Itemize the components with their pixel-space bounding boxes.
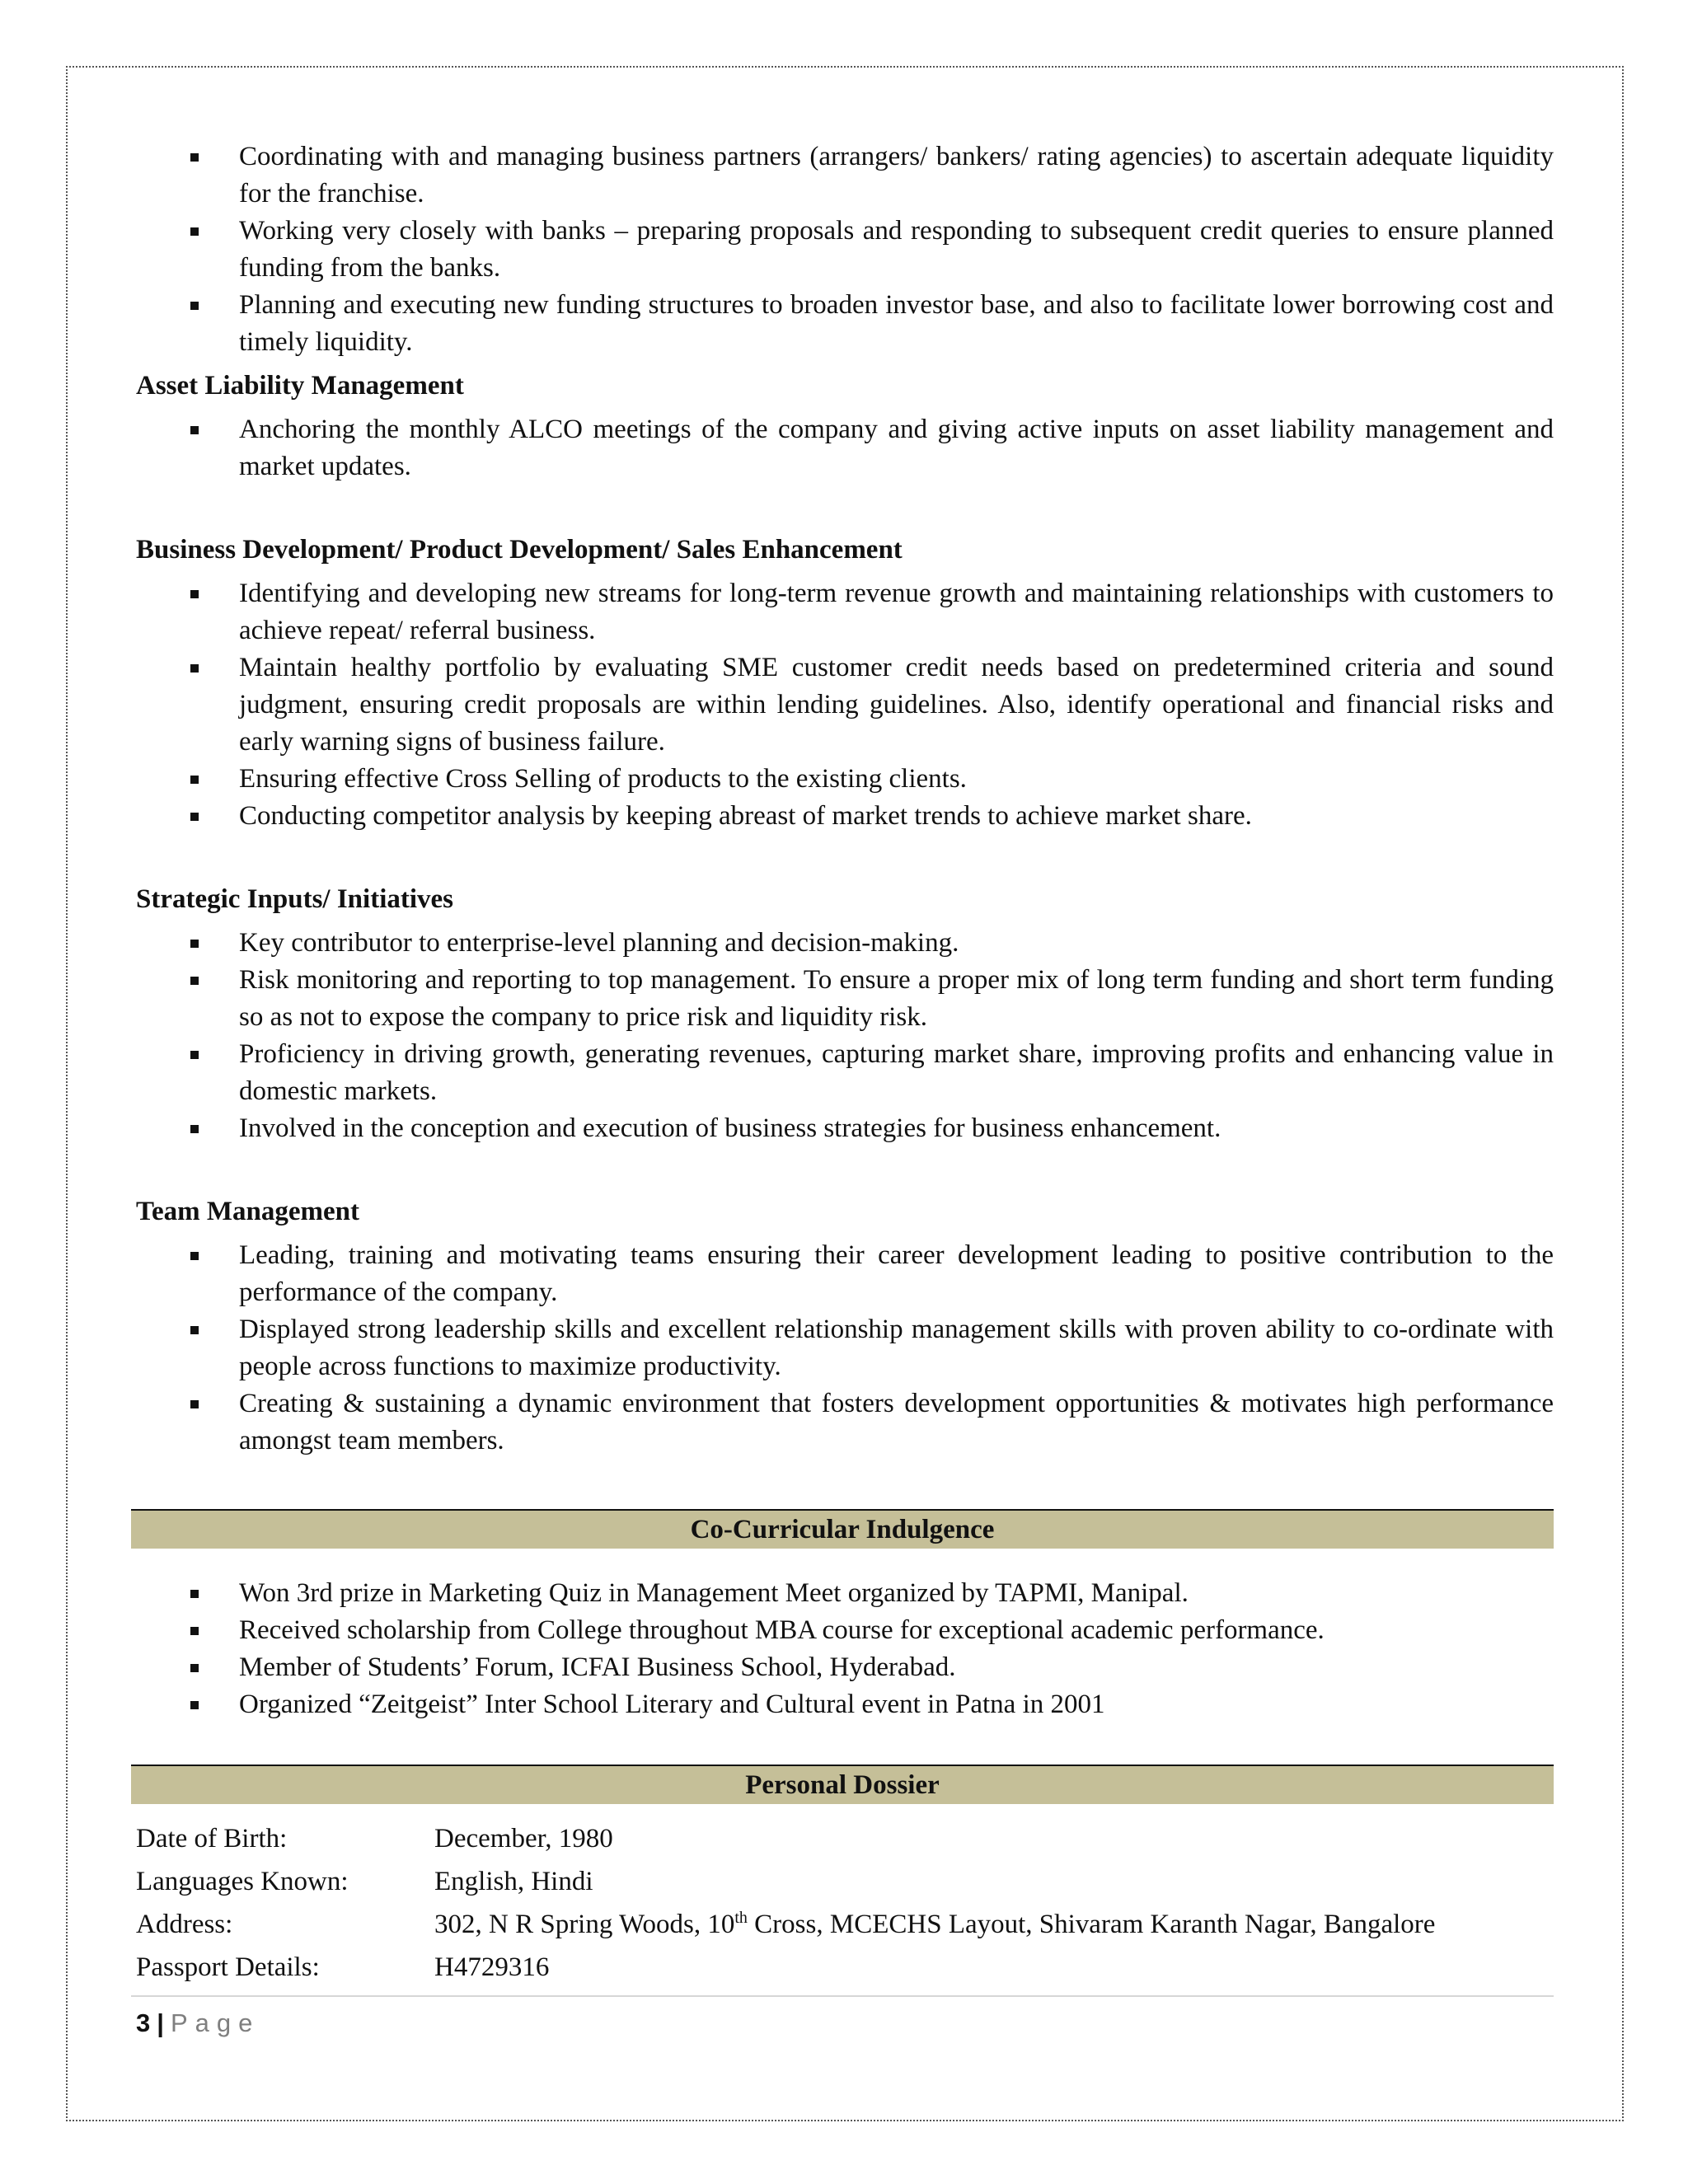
- dossier-row-languages: [136, 1860, 1554, 1903]
- list-item: Conducting competitor analysis by keeping abreast of market trends to achieve market share.: [136, 798, 1554, 835]
- list-item: Organized “Zeitgeist” Inter School Literary and Cultural event in Patna in 2001: [136, 1686, 1554, 1723]
- list-item: Identifying and developing new streams for long-term revenue growth and maintaining relationships with customers to achieve repeat/ referral business.: [136, 575, 1554, 649]
- passport-label: Passport Details:: [136, 1952, 320, 1982]
- list-item: Received scholarship from College throughout MBA course for exceptional academic performance.: [136, 1612, 1554, 1649]
- list-item: Anchoring the monthly ALCO meetings of the company and giving active inputs on asset liability management and market updates.: [136, 411, 1554, 485]
- list-item: Leading, training and motivating teams ensuring their career development leading to positive contribution to the performance of the company.: [136, 1237, 1554, 1311]
- section-heading-team: Team Management: [136, 1197, 359, 1226]
- dossier-row-passport: [136, 1946, 1554, 1989]
- dob-value: December, 1980: [434, 1824, 613, 1854]
- footer-divider: [131, 1995, 1554, 1997]
- list-item: Ensuring effective Cross Selling of products to the existing clients.: [136, 761, 1554, 798]
- alm-list: [136, 411, 1554, 485]
- page-number: 3: [136, 2008, 151, 2037]
- list-item: Planning and executing new funding structures to broaden investor base, and also to facilitate lower borrowing cost and timely liquidity.: [136, 287, 1554, 361]
- address-label: Address:: [136, 1910, 233, 1939]
- list-item: Risk monitoring and reporting to top management. To ensure a proper mix of long term funding and short term funding so as not to expose the company to price risk and liquidity risk.: [136, 962, 1554, 1036]
- address-ordinal-suffix: th: [734, 1909, 748, 1927]
- list-item: Won 3rd prize in Marketing Quiz in Management Meet organized by TAPMI, Manipal.: [136, 1575, 1554, 1612]
- funding-list: [136, 138, 1554, 361]
- page-footer: [136, 2007, 1554, 2040]
- languages-value: English, Hindi: [434, 1867, 593, 1896]
- languages-label: Languages Known:: [136, 1867, 349, 1896]
- strategic-list: [136, 925, 1554, 1147]
- list-item: Involved in the conception and execution of business strategies for business enhancement.: [136, 1110, 1554, 1147]
- section-heading-alm: Asset Liability Management: [136, 371, 464, 401]
- address-text-start: 302, N R Spring Woods, 10: [434, 1910, 735, 1939]
- business-development-list: [136, 575, 1554, 835]
- dossier-row-dob: [136, 1817, 1554, 1860]
- list-item: Member of Students’ Forum, ICFAI Business School, Hyderabad.: [136, 1649, 1554, 1686]
- page-label: Page: [170, 2008, 260, 2037]
- passport-value: H4729316: [434, 1952, 550, 1982]
- address-text-end: Cross, MCECHS Layout, Shivaram Karanth Nagar, Bangalore: [747, 1910, 1436, 1939]
- section-heading-business-development: Business Development/ Product Development/ Sales Enhancement: [136, 535, 903, 565]
- section-heading-strategic: Strategic Inputs/ Initiatives: [136, 884, 454, 914]
- dob-label: Date of Birth:: [136, 1824, 288, 1854]
- personal-dossier-table: [136, 1817, 1554, 1989]
- resume-page: [136, 138, 1554, 2040]
- list-item: Maintain healthy portfolio by evaluating SME customer credit needs based on predetermined criteria and sound judgment, ensuring credit proposals are within lending guidelines. Also, identify operational and financial risks and early warning signs of business failure.: [136, 649, 1554, 761]
- list-item: Working very closely with banks – preparing proposals and responding to subsequent credit queries to ensure planned funding from the banks.: [136, 213, 1554, 287]
- personal-dossier-heading: Personal Dossier: [131, 1765, 1554, 1804]
- co-curricular-list: [136, 1575, 1554, 1723]
- co-curricular-heading: Co-Curricular Indulgence: [131, 1509, 1554, 1549]
- dossier-row-address: [136, 1903, 1554, 1946]
- list-item: Creating & sustaining a dynamic environment that fosters development opportunities & motivates high performance amongst team members.: [136, 1385, 1554, 1460]
- list-item: Key contributor to enterprise-level planning and decision-making.: [136, 925, 1554, 962]
- footer-separator: |: [157, 2008, 164, 2037]
- list-item: Proficiency in driving growth, generating revenues, capturing market share, improving profits and enhancing value in domestic markets.: [136, 1036, 1554, 1110]
- team-list: [136, 1237, 1554, 1460]
- list-item: Displayed strong leadership skills and excellent relationship management skills with proven ability to co-ordinate with people across functions to maximize productivity.: [136, 1311, 1554, 1385]
- list-item: Coordinating with and managing business partners (arrangers/ bankers/ rating agencies) to ascertain adequate liquidity for the franchise.: [136, 138, 1554, 213]
- address-value: [434, 1903, 1554, 1946]
